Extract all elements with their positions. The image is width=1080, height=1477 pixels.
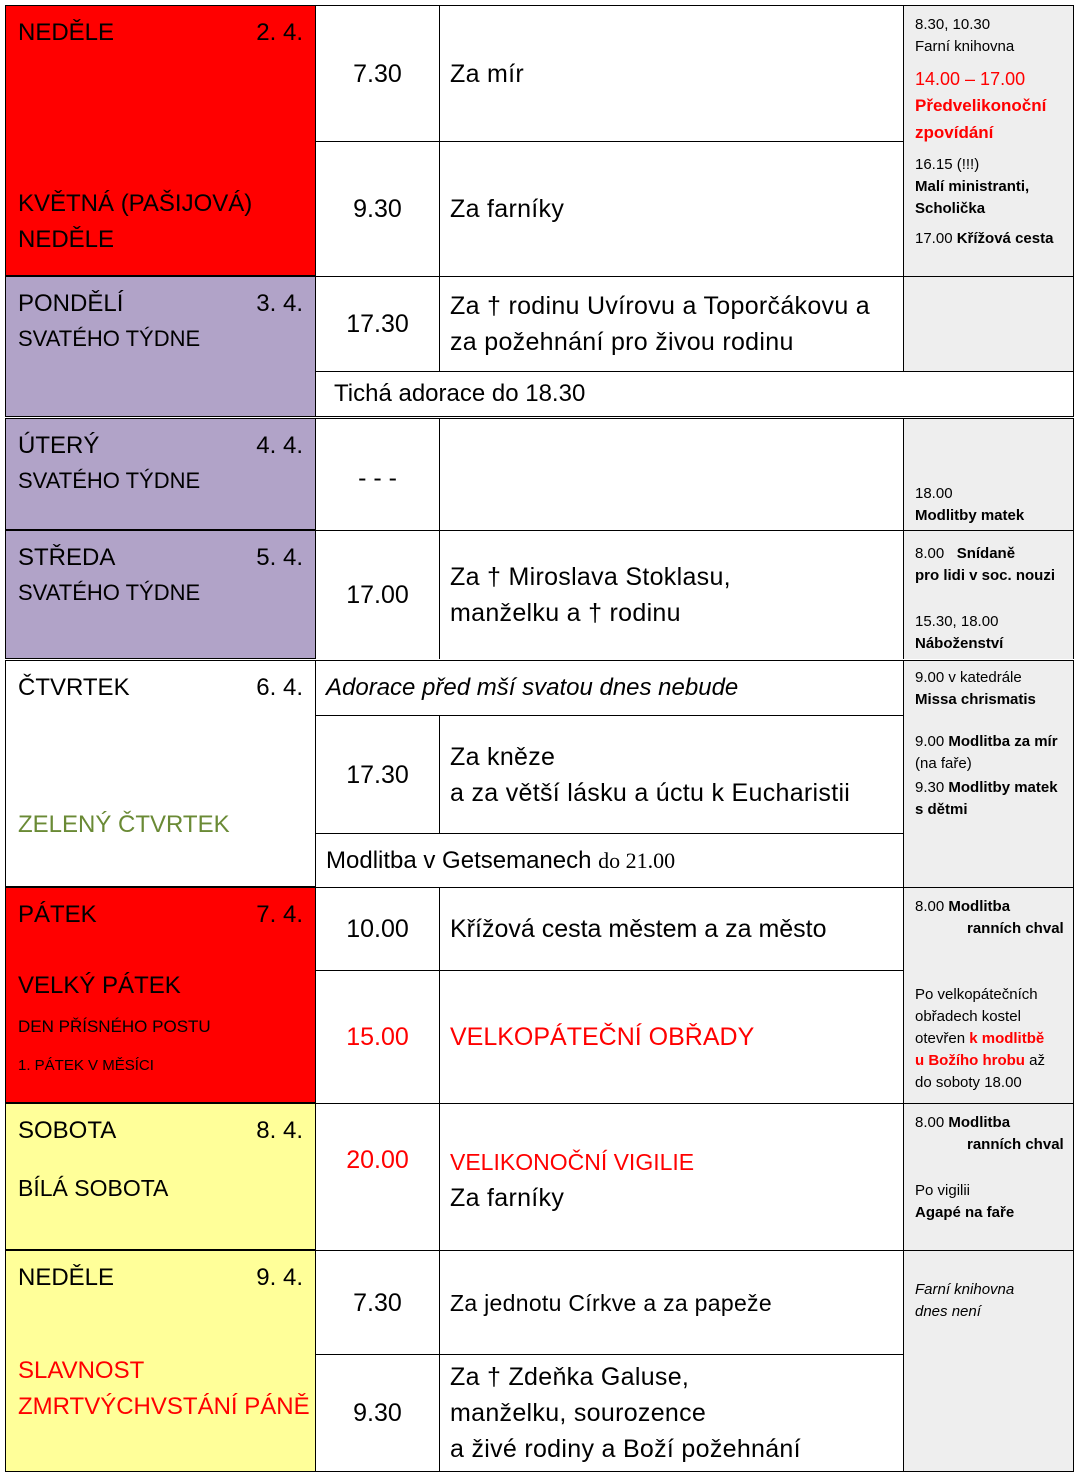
note-text: Modlitba — [948, 898, 1011, 915]
day-subtitle: SLAVNOST — [18, 1357, 145, 1384]
note-text: Agapé na faře — [915, 1204, 1015, 1221]
notes-cell — [903, 276, 1074, 371]
note-text: obřadech kostel — [915, 1008, 1021, 1025]
note-time: 8.00 — [915, 545, 957, 562]
mass-time-highlight: 15.00 — [316, 970, 439, 1103]
day-subtitle: KVĚTNÁ (PAŠIJOVÁ) — [18, 190, 253, 217]
note-time: 18.00 — [915, 485, 953, 502]
mass-time: 7.30 — [316, 1250, 439, 1354]
day-subtitle: VELKÝ PÁTEK — [18, 972, 181, 999]
mass-intention-line: za požehnání pro živou rodinu — [450, 328, 794, 356]
pre-mass-note-text: Adorace před mší svatou dnes nebude — [326, 674, 739, 701]
note-text: Náboženství — [915, 635, 1004, 652]
note-text-highlight: k modlitbě — [969, 1030, 1045, 1047]
mass-intention-text: VELKOPÁTEČNÍ OBŘADY — [450, 1023, 755, 1051]
note-text: (na faře) — [915, 755, 972, 772]
day-name: NEDĚLE — [18, 1264, 115, 1291]
mass-intention-line: manželku, sourozence — [450, 1399, 707, 1427]
day-name: ÚTERÝ — [18, 432, 100, 459]
mass-time: 9.30 — [316, 1354, 439, 1472]
mass-intention-text: Za mír — [450, 59, 525, 88]
note-text: Modlitba — [948, 1114, 1011, 1131]
note-time: 8.30, 10.30 — [915, 16, 991, 33]
note-confession-line: zpovídání — [915, 123, 994, 142]
note-mothers — [915, 777, 1065, 799]
notes-cell — [903, 530, 1074, 659]
note-text: Po velkopátečních — [915, 986, 1038, 1003]
note-text: až — [1029, 1052, 1045, 1069]
note-text: Po vigilii — [915, 1182, 971, 1199]
day-subtitle: ZELENÝ ČTVRTEK — [18, 811, 230, 838]
adoration-text: Tichá adorace do 18.30 — [334, 380, 586, 407]
mass-time: - - - — [316, 418, 439, 530]
day-name: STŘEDA — [18, 544, 116, 571]
day-cell-saturday — [5, 1103, 316, 1250]
mass-intention-line: Za † Miroslava Stoklasu, — [450, 563, 731, 591]
note-prayer-peace — [915, 731, 1065, 753]
mass-intention-line: Za kněze — [450, 742, 556, 771]
day-name: ČTVRTEK — [18, 674, 130, 701]
mass-intention — [439, 141, 903, 276]
mass-time: 17.00 — [316, 530, 439, 659]
day-name: PONDĚLÍ — [18, 290, 124, 317]
note-lauds — [915, 1112, 1065, 1134]
mass-intention-text: Za farníky — [450, 195, 565, 223]
mass-intention-line: Za † rodinu Uvírovu a Toporčákovu a — [450, 292, 870, 320]
notes-cell — [903, 887, 1074, 1103]
note-text: Modlitby matek — [948, 779, 1058, 796]
note-text: Modlitba za mír — [948, 733, 1058, 750]
mass-intention-line: a za větší lásku a úctu k Eucharistii — [450, 778, 851, 807]
note-time: 9.00 — [915, 733, 945, 750]
mass-time: 17.30 — [316, 276, 439, 371]
mass-time: 17.30 — [316, 715, 439, 833]
day-subtitle: SVATÉHO TÝDNE — [18, 580, 201, 605]
note-text-highlight: u Božího hrobu — [915, 1052, 1025, 1069]
day-cell-friday — [5, 887, 316, 1103]
day-name: PÁTEK — [18, 901, 97, 928]
day-cell-sunday-1 — [5, 5, 316, 276]
notes-cell — [903, 1250, 1074, 1472]
mass-intention — [439, 1354, 903, 1472]
mass-time: 10.00 — [316, 887, 439, 970]
day-date: 9. 4. — [256, 1264, 303, 1291]
pre-mass-note — [316, 660, 903, 715]
day-cell-sunday-2 — [5, 1250, 316, 1472]
notes-cell — [903, 5, 1074, 276]
note-text: Missa chrismatis — [915, 691, 1036, 708]
note-time: 8.00 — [915, 898, 945, 915]
mass-intention — [439, 418, 903, 530]
mass-intention-text: Křížová cesta městem a za město — [450, 915, 827, 943]
day-cell-wednesday — [5, 530, 316, 659]
note-text: Farní knihovna — [915, 38, 1015, 55]
note-time: 8.00 — [915, 1114, 945, 1131]
note-text: do soboty 18.00 — [915, 1074, 1022, 1091]
note-time: 9.30 — [915, 779, 945, 796]
mass-intention — [439, 887, 903, 970]
gethsemane-row — [316, 833, 903, 887]
mass-time: 9.30 — [316, 141, 439, 276]
day-name: SOBOTA — [18, 1117, 117, 1144]
day-subtitle-2: ZMRTVÝCHVSTÁNÍ PÁNĚ — [18, 1393, 310, 1420]
mass-intention — [439, 5, 903, 141]
notes-cell — [903, 1103, 1074, 1250]
note-text: ranních chval — [967, 1136, 1064, 1153]
note-way-of-cross — [915, 228, 1065, 250]
note-text: Malí ministranti, — [915, 178, 1030, 195]
note-text: otevřen — [915, 1030, 966, 1047]
note-time: 15.30, 18.00 — [915, 613, 999, 630]
day-date: 7. 4. — [256, 901, 303, 928]
gethsemane-text: Modlitba v Getsemanech — [326, 846, 592, 874]
mass-time: 7.30 — [316, 5, 439, 141]
note-tomb — [915, 1050, 1065, 1072]
note-lauds — [915, 896, 1065, 918]
day-cell-monday — [5, 276, 316, 417]
note-time: 16.15 (!!!) — [915, 156, 980, 173]
mass-intention — [439, 1103, 903, 1250]
mass-intention — [439, 530, 903, 659]
day-date: 5. 4. — [256, 544, 303, 571]
day-subtitle-2: NEDĚLE — [18, 226, 115, 253]
note-confession-line: Předvelikonoční — [915, 96, 1047, 115]
note-text: Scholička — [915, 200, 986, 217]
note-time: 9.00 v katedrále — [915, 669, 1022, 686]
day-subtitle-3: 1. PÁTEK V MĚSÍCI — [18, 1057, 154, 1074]
note-time-confession: 14.00 – 17.00 — [915, 69, 1026, 89]
mass-intention — [439, 1250, 903, 1354]
note-text: dnes není — [915, 1303, 981, 1320]
notes-cell — [903, 660, 1074, 887]
note-text: Farní knihovna — [915, 1281, 1015, 1298]
mass-intention-line: VELIKONOČNÍ VIGILIE — [450, 1149, 695, 1175]
mass-intention-line: a živé rodiny a Boží požehnání — [450, 1435, 801, 1463]
day-subtitle: SVATÉHO TÝDNE — [18, 326, 201, 351]
day-subtitle: SVATÉHO TÝDNE — [18, 468, 201, 493]
day-cell-tuesday — [5, 418, 316, 530]
mass-intention-text: Za jednotu Církve a za papeže — [450, 1289, 772, 1316]
mass-intention-line: Za farníky — [450, 1184, 565, 1212]
day-date: 2. 4. — [256, 19, 303, 46]
note-text: ranních chval — [967, 920, 1064, 937]
note-text: pro lidi v soc. nouzi — [915, 567, 1056, 584]
mass-intention-line: manželku a † rodinu — [450, 599, 681, 627]
adoration-row — [316, 371, 1074, 417]
notes-cell — [903, 418, 1074, 530]
note-confession — [915, 92, 1065, 146]
day-date: 3. 4. — [256, 290, 303, 317]
note-open-church — [915, 1028, 1065, 1050]
day-cell-thursday — [5, 660, 316, 887]
note-breakfast — [915, 543, 1065, 565]
mass-intention — [439, 715, 903, 833]
day-date: 4. 4. — [256, 432, 303, 459]
day-subtitle: BÍLÁ SOBOTA — [18, 1175, 169, 1201]
mass-intention — [439, 970, 903, 1103]
note-text: s dětmi — [915, 801, 968, 818]
note-text: Snídaně — [956, 545, 1016, 562]
day-name: NEDĚLE — [18, 19, 115, 46]
day-date: 6. 4. — [256, 674, 303, 701]
day-date: 8. 4. — [256, 1117, 303, 1144]
note-time: 17.00 — [915, 230, 953, 247]
note-text: Křížová cesta — [956, 230, 1054, 247]
day-subtitle-2: DEN PŘÍSNÉHO POSTU — [18, 1017, 211, 1036]
mass-time-highlight: 20.00 — [316, 1103, 439, 1250]
mass-intention — [439, 276, 903, 371]
mass-intention-line: Za † Zdeňka Galuse, — [450, 1363, 690, 1391]
gethsemane-time: do 21.00 — [598, 847, 676, 873]
note-text: Modlitby matek — [915, 507, 1025, 524]
